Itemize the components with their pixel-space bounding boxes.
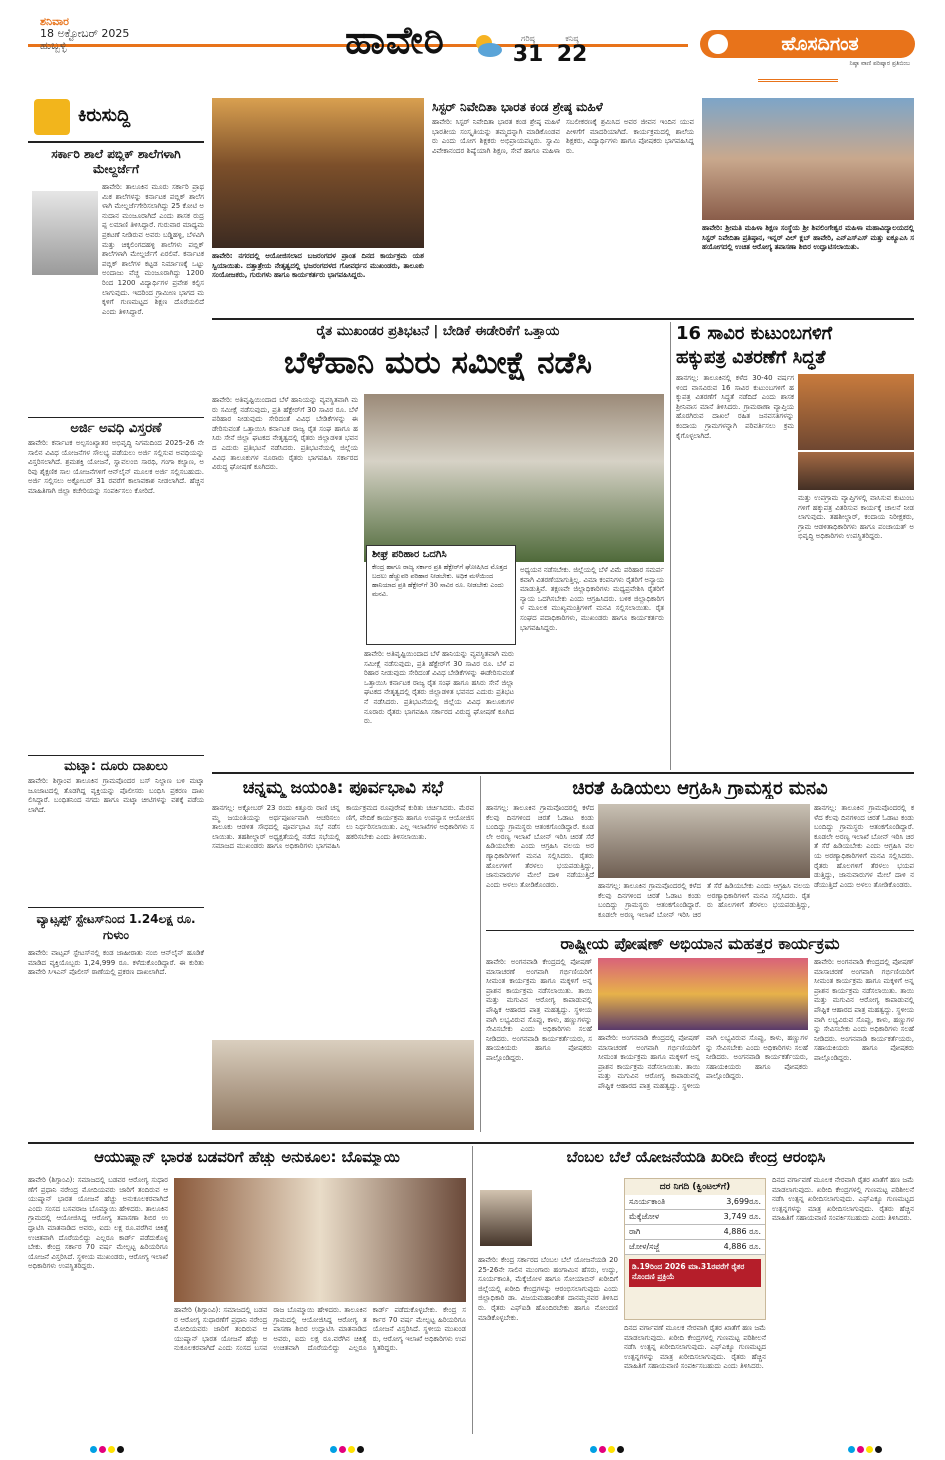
brief-divider-4 [28,907,204,908]
bembala-headline: ಬೆಂಬಲ ಬೆಲೆ ಯೋಜನೆಯಡಿ ಖರೀದಿ ಕೇಂದ್ರ ಆರಂಭಿಸಿ [566,1148,826,1166]
date-block [40,16,190,52]
photo-poshan [598,958,808,1030]
supplement-name: ಹೊಸದಿಗಂತ [781,33,859,55]
ayushman-vrule [472,1146,473,1434]
ayushman-body: ಹಾವೇರಿ (ಶಿಗ್ಗಾಂವಿ): ಸಮಾಜದಲ್ಲಿ ಬಡವರ ಆರೋಗ್ಯ ಸುಧಾರಣೆಗೆ ಪ್ರಧಾನಿ ನರೇಂದ್ರ ಮೋದಿಯವರು ಜಾರಿಗೆ ತಂದಿರುವ ಆಯುಷ್ಮಾನ್ ಭಾರತ ಯೋಜನೆ ಹೆಚ್ಚು ಅನುಕೂಲಕರವಾಗಿದೆ ಎಂದು ಸಂಸದ ಬಸವರಾಜ ಬೊಮ್ಮಾಯಿ ಹೇಳಿದರು. ತಾಲೂಕಿನ ಗ್ರಾಮದಲ್ಲಿ ಆಯೋಜಿಸಿದ್ದ ಆರೋಗ್ಯ ತಪಾಸಣಾ ಶಿಬಿರ ಉದ್ಘಾಟಿಸಿ ಮಾತನಾಡಿದ ಅವರು, ಐದು ಲಕ್ಷ ರೂ.ವರೆಗಿನ ಚಿಕಿತ್ಸೆ ಉಚಿತವಾಗಿ ದೊರೆಯಲಿದ್ದು ಎಲ್ಲರೂ ಕಾರ್ಡ್ ಪಡೆದುಕೊಳ್ಳಬೇಕು. ಕೇಂದ್ರ ಸರ್ಕಾರ 70 ವರ್ಷ ಮೇಲ್ಪಟ್ಟ ಹಿರಿಯರಿಗೂ ಯೋಜನೆ ವಿಸ್ತರಿಸಿದೆ. ಸ್ಥಳೀಯ ಮುಖಂಡರು, ಆರೋಗ್ಯ ಇಲಾಖೆ ಅಧಿಕಾರಿಗಳು ಉಪಸ್ಥಿತರಿದ್ದರು. [28,1176,168,1271]
photo-farmers-protest [364,394,664,562]
price-box [624,1178,766,1320]
photo-kutumba-2 [798,452,914,490]
row-divider-2 [212,772,914,774]
edition-title: ಹಾವೇರಿ [345,18,445,62]
farmers-photo-box [366,545,516,645]
farmers-col2: ಹಾವೇರಿ: ಅತಿವೃಷ್ಟಿಯಿಂದಾದ ಬೆಳೆ ಹಾನಿಯನ್ನು ವ್ಯವಸ್ಥಿತವಾಗಿ ಮರು ಸಮೀಕ್ಷೆ ನಡೆಸುವುದು, ಪ್ರತಿ ಹೆಕ್ಟೇರ್‌ಗೆ 30 ಸಾವಿರ ರೂ. ಬೆಳೆ ಪರಿಹಾರ ನೀಡುವುದು ಸೇರಿದಂತೆ ವಿವಿಧ ಬೇಡಿಕೆಗಳನ್ನು ಈಡೇರಿಸುವಂತೆ ಒತ್ತಾಯಿಸಿ ಕರ್ನಾಟಕ ರಾಜ್ಯ ರೈತ ಸಂಘ ಹಾಗೂ ಹಸಿರು ಸೇನೆ ಜಿಲ್ಲಾ ಘಟಕದ ನೇತೃತ್ವದಲ್ಲಿ ರೈತರು ಜಿಲ್ಲಾಡಳಿತ ಭವನದ ಎದುರು ಪ್ರತಿಭಟನೆ ನಡೆಸಿದರು. ಪ್ರತಿಭಟನೆಯಲ್ಲಿ ಜಿಲ್ಲೆಯ ವಿವಿಧ ತಾಲೂಕುಗಳ ನೂರಾರು ರೈತರು ಭಾಗವಹಿಸಿ ಸರ್ಕಾರದ ವಿರುದ್ಧ ಘೋಷಣೆ ಕೂಗಿದರು. [364,650,514,726]
temp-max-label: ಗರಿಷ್ಠ [521,34,535,43]
temp-max-value: 31 [512,42,544,67]
brief-divider [28,141,204,143]
sister-headline: ಸಿಸ್ಟರ್ ನಿವೇದಿತಾ ಭಾರತ ಕಂಡ ಶ್ರೇಷ್ಠ ಮಹಿಳೆ [432,100,603,114]
chirate-body-3: ಹಾನಗಲ್ಲ: ತಾಲೂಕಿನ ಗ್ರಾಮವೊಂದರಲ್ಲಿ ಕಳೆದ ಕೆಲವು ದಿನಗಳಿಂದ ಚಿರತೆ ಓಡಾಟ ಕಂಡು ಬಂದಿದ್ದು ಗ್ರಾಮಸ್ಥರು ಆತಂಕಗೊಂಡಿದ್ದಾರೆ. ಕೂಡಲೇ ಅರಣ್ಯ ಇಲಾಖೆ ಬೋನ್ ಇರಿಸಿ ಚಿರತೆ ಸೆರೆ ಹಿಡಿಯಬೇಕು ಎಂದು ಆಗ್ರಹಿಸಿ ವಲಯ ಅರಣ್ಯಾಧಿಕಾರಿಗಳಿಗೆ ಮನವಿ ಸಲ್ಲಿಸಿದರು. ರೈತರು ಹೊಲಗಳಿಗೆ ತೆರಳಲು ಭಯಪಡುತ್ತಿದ್ದು, ಜಾನುವಾರುಗಳ ಮೇಲೆ ದಾಳಿ ನಡೆಯುತ್ತಿದೆ ಎಂದು ಅಳಲು ತೋಡಿಕೊಂಡರು. [814,804,914,889]
brief-body-2: ಹಾವೇರಿ: ಕರ್ನಾಟಕ ಅಲ್ಪಸಂಖ್ಯಾತರ ಅಭಿವೃದ್ಧಿ ನಿಗಮದಿಂದ 2025-26 ನೇ ಸಾಲಿನ ವಿವಿಧ ಯೋಜನೆಗಳ ಸೌಲಭ್ಯ ಪಡೆಯಲು ಅರ್ಜಿ ಸಲ್ಲಿಸುವ ಅವಧಿಯನ್ನು ವಿಸ್ತರಿಸಲಾಗಿದೆ. ಶ್ರಮಶಕ್ತಿ ಯೋಜನೆ, ಸ್ವಾವಲಂಬಿ ಸಾರಥಿ, ಗಂಗಾ ಕಲ್ಯಾಣ, ಅರಿವು ಶೈಕ್ಷಣಿಕ ಸಾಲ ಯೋಜನೆಗಳಿಗೆ ಆನ್‌ಲೈನ್ ಮೂಲಕ ಅರ್ಜಿ ಸಲ್ಲಿಸಬಹುದು. ಅರ್ಜಿ ಸಲ್ಲಿಸಲು ಅಕ್ಟೋಬರ್ 31 ರವರೆಗೆ ಕಾಲಾವಕಾಶ ನೀಡಲಾಗಿದೆ. ಹೆಚ್ಚಿನ ಮಾಹಿತಿಗಾಗಿ ಜಿಲ್ಲಾ ಕಚೇರಿಯನ್ನು ಸಂಪರ್ಕಿಸಲು ಕೋರಿದೆ. [28,439,204,495]
brief-headline-2: ಅರ್ಜಿ ಅವಧಿ ವಿಸ್ತರಣೆ [70,421,162,436]
brief-headline-1: ಸರ್ಕಾರಿ ಶಾಲೆ ಪಬ್ಲಿಕ್ ಶಾಲೆಗಳಾಗಿ ಮೇಲ್ದರ್ಜೆಗೆ [51,147,181,176]
chennamma-vrule [480,776,481,1132]
supplement-ornament [758,68,838,82]
farmers-col1: ಹಾವೇರಿ: ಅತಿವೃಷ್ಟಿಯಿಂದಾದ ಬೆಳೆ ಹಾನಿಯನ್ನು ವ್ಯವಸ್ಥಿತವಾಗಿ ಮರು ಸಮೀಕ್ಷೆ ನಡೆಸುವುದು, ಪ್ರತಿ ಹೆಕ್ಟೇರ್‌ಗೆ 30 ಸಾವಿರ ರೂ. ಬೆಳೆ ಪರಿಹಾರ ನೀಡುವುದು ಸೇರಿದಂತೆ ವಿವಿಧ ಬೇಡಿಕೆಗಳನ್ನು ಈಡೇರಿಸುವಂತೆ ಒತ್ತಾಯಿಸಿ ಕರ್ನಾಟಕ ರಾಜ್ಯ ರೈತ ಸಂಘ ಹಾಗೂ ಹಸಿರು ಸೇನೆ ಜಿಲ್ಲಾ ಘಟಕದ ನೇತೃತ್ವದಲ್ಲಿ ರೈತರು ಜಿಲ್ಲಾಡಳಿತ ಭವನದ ಎದುರು ಪ್ರತಿಭಟನೆ ನಡೆಸಿದರು. ಪ್ರತಿಭಟನೆಯಲ್ಲಿ ಜಿಲ್ಲೆಯ ವಿವಿಧ ತಾಲೂಕುಗಳ ನೂರಾರು ರೈತರು ಭಾಗವಹಿಸಿ ಸರ್ಕಾರದ ವಿರುದ್ಧ ಘೋಷಣೆ ಕೂಗಿದರು. [212,396,358,472]
color-dots-mid [330,1438,366,1457]
crop-name: ರಾಗಿ [629,1227,641,1236]
photo-bommai [174,1178,466,1302]
temp-max [508,34,548,66]
brief-headline-4: ವ್ಯಾಟ್ಸಪ್ಪ್ ಸ್ಟೇಟಸ್‌ನಿಂದ 1.24ಲಕ್ಷ ರೂ. ಗುಳುಂ [36,912,196,942]
bembala-body-mid: ದಿನದ ವರ್ಗಾವಣೆ ಮೂಲಕ ನೇರವಾಗಿ ರೈತರ ಖಾತೆಗೆ ಹಣ ಜಮೆ ಮಾಡಲಾಗುವುದು. ಖರೀದಿ ಕೇಂದ್ರಗಳಲ್ಲಿ ಗುಣಮಟ್ಟ ಪರಿಶೀಲನೆ ನಡೆಸಿ ಉತ್ಪನ್ನ ಖರೀದಿಸಲಾಗುವುದು. ಎಫ್‌ಎಕ್ಯೂ ಗುಣಮಟ್ಟದ ಉತ್ಪನ್ನಗಳನ್ನು ಮಾತ್ರ ಖರೀದಿಸಲಾಗುವುದು. ರೈತರು ಹೆಚ್ಚಿನ ಮಾಹಿತಿಗೆ ಸಹಾಯವಾಣಿ ಸಂಪರ್ಕಿಸಬಹುದು ಎಂದು ತಿಳಿಸಿದರು. [624,1324,766,1371]
price-row [625,1225,765,1240]
bajarangdal-caption: ಹಾವೇರಿ: ನಗರದಲ್ಲಿ ಆಯೋಜಿಸಲಾದ ಬಜರಂಗದಳ ಪ್ರಾಂತ ದಿನದ ಕಾರ್ಯಕ್ರಮ ಯಶಸ್ವಿಯಾಯಿತು. ದತ್ತಾತ್ರೇಯ ನೇತೃತ್ವದಲ್ಲಿ ಭಜರಂಗದಳದ ಗೋವರ್ಧನ ಮುಖಂಡರು, ತಾಲೂಕು ಸಂಯೋಜಕರು, ಗುರುಗಳು ಹಾಗೂ ಕಾರ್ಯಕರ್ತರು ಭಾಗವಹಿಸಿದ್ದರು. [212,252,424,280]
brief-headline-3: ಮಟ್ಕಾ: ದೂರು ದಾಖಲು [64,759,168,774]
poshan-body-3: ಹಾವೇರಿ: ಅಂಗನವಾಡಿ ಕೇಂದ್ರದಲ್ಲಿ ಪೋಷಣ್ ಮಾಸಾಚರಣೆ ಅಂಗವಾಗಿ ಗರ್ಭಿಣಿಯರಿಗೆ ಸೀಮಂತ ಕಾರ್ಯಕ್ರಮ ಹಾಗೂ ಮಕ್ಕಳಿಗೆ ಅನ್ನಪ್ರಾಶನ ಕಾರ್ಯಕ್ರಮ ನಡೆಸಲಾಯಿತು. ತಾಯಿ ಮತ್ತು ಮಗುವಿನ ಆರೋಗ್ಯ ಕಾಪಾಡುವಲ್ಲಿ ಪೌಷ್ಟಿಕ ಆಹಾರದ ಪಾತ್ರ ಮಹತ್ವದ್ದು. ಸ್ಥಳೀಯವಾಗಿ ಲಭ್ಯವಿರುವ ಸೊಪ್ಪು, ಕಾಳು, ಹಣ್ಣುಗಳನ್ನು ಸೇವಿಸಬೇಕು ಎಂದು ಅಧಿಕಾರಿಗಳು ಸಲಹೆ ನೀಡಿದರು. ಅಂಗನವಾಡಿ ಕಾರ್ಯಕರ್ತೆಯರು, ಸಹಾಯಕಿಯರು ಹಾಗೂ ಪೋಷಕರು ಪಾಲ್ಗೊಂಡಿದ್ದರು. [814,958,914,1062]
supplement-tag: ನಿಷ್ಠಾ ವಾಣಿ ಪರಿಷ್ಕಾರ ಪ್ರತಿಬಿಂಬ [849,60,910,67]
crop-price: 3,749 ರೂ. [723,1212,761,1221]
price-row [625,1240,765,1255]
photo-chirate [598,804,810,878]
kutumba-body-2: ಮತ್ತು ಉಪಗ್ರಾಮ ವ್ಯಾಪ್ತಿಗಳಲ್ಲಿ ವಾಸಿಸುವ ಕುಟುಂಬಗಳಿಗೆ ಹಕ್ಕುಪತ್ರ ವಿತರಿಸುವ ಕಾರ್ಯಕ್ಕೆ ಚಾಲನೆ ನೀಡಲಾಗುವುದು. ತಹಶೀಲ್ದಾರ್, ಕಂದಾಯ ನಿರೀಕ್ಷಕರು, ಗ್ರಾಮ ಆಡಳಿತಾಧಿಕಾರಿಗಳು ಹಾಗೂ ಪಂಚಾಯತ್ ಅಭಿವೃದ್ಧಿ ಅಧಿಕಾರಿಗಳು ಉಪಸ್ಥಿತರಿದ್ದರು. [798,494,914,541]
farmers-col3: ಅಧ್ಯಯನ ನಡೆಸಬೇಕು. ಜಿಲ್ಲೆಯಲ್ಲಿ ಬೆಳೆ ವಿಮೆ ಪರಿಹಾರ ಸಮರ್ಪಕವಾಗಿ ವಿತರಣೆಯಾಗುತ್ತಿಲ್ಲ. ವಿಮಾ ಕಂಪನಿಗಳು ರೈತರಿಗೆ ಅನ್ಯಾಯ ಮಾಡುತ್ತಿವೆ. ತಕ್ಷಣವೇ ಜಿಲ್ಲಾಧಿಕಾರಿಗಳು ಮಧ್ಯಪ್ರವೇಶಿಸಿ ರೈತರಿಗೆ ನ್ಯಾಯ ಒದಗಿಸಬೇಕು ಎಂದು ಆಗ್ರಹಿಸಿದರು. ಬಳಿಕ ಜಿಲ್ಲಾಧಿಕಾರಿಗಳ ಮೂಲಕ ಮುಖ್ಯಮಂತ್ರಿಗಳಿಗೆ ಮನವಿ ಸಲ್ಲಿಸಲಾಯಿತು. ರೈತ ಸಂಘದ ಪದಾಧಿಕಾರಿಗಳು, ಮುಖಂಡರು ಹಾಗೂ ಕಾರ್ಯಕರ್ತರು ಭಾಗವಹಿಸಿದ್ದರು. [520,566,664,632]
brief-hand-icon [34,99,70,135]
price-row [625,1210,765,1225]
crop-price: 3,699ರೂ. [726,1197,761,1206]
photo-dc [480,1190,532,1246]
crop-price: 4,886 ರೂ. [723,1227,761,1236]
poshan-divider [486,930,914,931]
supplement-logo [700,30,915,84]
ayushman-body-2: ಹಾವೇರಿ (ಶಿಗ್ಗಾಂವಿ): ಸಮಾಜದಲ್ಲಿ ಬಡವರ ಆರೋಗ್ಯ ಸುಧಾರಣೆಗೆ ಪ್ರಧಾನಿ ನರೇಂದ್ರ ಮೋದಿಯವರು ಜಾರಿಗೆ ತಂದಿರುವ ಆಯುಷ್ಮಾನ್ ಭಾರತ ಯೋಜನೆ ಹೆಚ್ಚು ಅನುಕೂಲಕರವಾಗಿದೆ ಎಂದು ಸಂಸದ ಬಸವರಾಜ ಬೊಮ್ಮಾಯಿ ಹೇಳಿದರು. ತಾಲೂಕಿನ ಗ್ರಾಮದಲ್ಲಿ ಆಯೋಜಿಸಿದ್ದ ಆರೋಗ್ಯ ತಪಾಸಣಾ ಶಿಬಿರ ಉದ್ಘಾಟಿಸಿ ಮಾತನಾಡಿದ ಅವರು, ಐದು ಲಕ್ಷ ರೂ.ವರೆಗಿನ ಚಿಕಿತ್ಸೆ ಉಚಿತವಾಗಿ ದೊರೆಯಲಿದ್ದು ಎಲ್ಲರೂ ಕಾರ್ಡ್ ಪಡೆದುಕೊಳ್ಳಬೇಕು. ಕೇಂದ್ರ ಸರ್ಕಾರ 70 ವರ್ಷ ಮೇಲ್ಪಟ್ಟ ಹಿರಿಯರಿಗೂ ಯೋಜನೆ ವಿಸ್ತರಿಸಿದೆ. ಸ್ಥಳೀಯ ಮುಖಂಡರು, ಆರೋಗ್ಯ ಇಲಾಖೆ ಅಧಿಕಾರಿಗಳು ಉಪಸ್ಥಿತರಿದ್ದರು. [174,1306,466,1353]
farmers-photo-box-body: ಕೇಂದ್ರ ಹಾಗೂ ರಾಜ್ಯ ಸರ್ಕಾರ ಪ್ರತಿ ಹೆಕ್ಟೇರ್‌ಗೆ ಘೋಷಿಸಿದ ಮೊತ್ತದ ಬದಲು ಹೆಚ್ಚುವರಿ ಪರಿಹಾರ ನೀಡಬೇಕು. ಅಧಿಕ ಮಳೆಯಿಂದ ಹಾನಿಯಾದ ಪ್ರತಿ ಹೆಕ್ಟೇರ್‌ಗೆ 30 ಸಾವಿರ ರೂ. ನೀಡಬೇಕು ಎಂದು ಮನವಿ. [372,563,508,598]
chirate-body: ಹಾನಗಲ್ಲ: ತಾಲೂಕಿನ ಗ್ರಾಮವೊಂದರಲ್ಲಿ ಕಳೆದ ಕೆಲವು ದಿನಗಳಿಂದ ಚಿರತೆ ಓಡಾಟ ಕಂಡು ಬಂದಿದ್ದು ಗ್ರಾಮಸ್ಥರು ಆತಂಕಗೊಂಡಿದ್ದಾರೆ. ಕೂಡಲೇ ಅರಣ್ಯ ಇಲಾಖೆ ಬೋನ್ ಇರಿಸಿ ಚಿರತೆ ಸೆರೆ ಹಿಡಿಯಬೇಕು ಎಂದು ಆಗ್ರಹಿಸಿ ವಲಯ ಅರಣ್ಯಾಧಿಕಾರಿಗಳಿಗೆ ಮನವಿ ಸಲ್ಲಿಸಿದರು. ರೈತರು ಹೊಲಗಳಿಗೆ ತೆರಳಲು ಭಯಪಡುತ್ತಿದ್ದು, ಜಾನುವಾರುಗಳ ಮೇಲೆ ದಾಳಿ ನಡೆಯುತ್ತಿದೆ ಎಂದು ಅಳಲು ತೋಡಿಕೊಂಡರು. [486,804,594,889]
bembala-body: ಹಾವೇರಿ: ಕೇಂದ್ರ ಸರ್ಕಾರದ ಬೆಂಬಲ ಬೆಲೆ ಯೋಜನೆಯಡಿ 2025-26ನೇ ಸಾಲಿನ ಮುಂಗಾರು ಹಂಗಾಮಿನ ಹೆಸರು, ಉದ್ದು, ಸೂರ್ಯಕಾಂತಿ, ಮೆಕ್ಕೆಜೋಳ ಹಾಗೂ ಸೋಯಾಬಿನ್ ಖರೀದಿಗೆ ಜಿಲ್ಲೆಯಲ್ಲಿ ಖರೀದಿ ಕೇಂದ್ರಗಳನ್ನು ಆರಂಭಿಸಲಾಗುವುದು ಎಂದು ಜಿಲ್ಲಾಧಿಕಾರಿ ಡಾ. ವಿಜಯಮಹಾಂತೇಶ ದಾನಮ್ಮನವರ ತಿಳಿಸಿದರು. ರೈತರು ಎಫ್‌ಐಡಿ ಹೊಂದಿರಬೇಕು ಹಾಗೂ ನೋಂದಣಿ ಮಾಡಿಕೊಳ್ಳಬೇಕು. [478,1256,618,1322]
brief-header [28,95,204,139]
brief-body-4: ಹಾವೇರಿ: ವಾಟ್ಸಪ್ ಸ್ಟೇಟಸ್‌ನಲ್ಲಿ ಕಂಡ ಜಾಹೀರಾತು ನಂಬಿ ಆನ್‌ಲೈನ್ ಹೂಡಿಕೆ ಮಾಡಿದ ವ್ಯಕ್ತಿಯೊಬ್ಬರು 1,24,999 ರೂ. ಕಳೆದುಕೊಂಡಿದ್ದಾರೆ. ಈ ಕುರಿತು ಹಾವೇರಿ ಸಿಇಎನ್ ಪೊಲೀಸ್ ಠಾಣೆಯಲ್ಲಿ ಪ್ರಕರಣ ದಾಖಲಾಗಿದೆ. [28,949,204,977]
brief-divider-3 [28,755,204,756]
city-label: ಹುಬ್ಬಳ್ಳಿ [40,39,67,52]
masthead [0,0,945,92]
brief-body-3: ಹಾವೇರಿ: ಶಿಗ್ಗಾಂವ ತಾಲೂಕಿನ ಗ್ರಾಮವೊಂದರ ಬಸ್ ನಿಲ್ದಾಣ ಬಳಿ ಮಟ್ಕಾ ಜೂಜಾಟದಲ್ಲಿ ತೊಡಗಿದ್ದ ವ್ಯಕ್ತಿಯನ್ನು ಪೊಲೀಸರು ಬಂಧಿಸಿ ಪ್ರಕರಣ ದಾಖಲಿಸಿದ್ದಾರೆ. ಬಂಧಿತನಿಂದ ನಗದು ಹಾಗೂ ಮಟ್ಕಾ ಚೀಟಿಗಳನ್ನು ವಶಕ್ಕೆ ಪಡೆಯಲಾಗಿದೆ. [28,777,204,814]
sister-body: ಹಾವೇರಿ: ಸಿಸ್ಟರ್ ನಿವೇದಿತಾ ಭಾರತ ಕಂಡ ಶ್ರೇಷ್ಠ ಮಹಿಳೆ ಭಾರತೀಯ ಸಂಸ್ಕೃತಿಯನ್ನು ತಮ್ಮದನ್ನಾಗಿ ಮಾಡಿಕೊಂಡವರು ಎಂದು ಯೋಗ ಶಿಕ್ಷಕರು ಅಭಿಪ್ರಾಯಪಟ್ಟರು. ಸ್ವಾಮಿ ವಿವೇಕಾನಂದರ ಶಿಷ್ಯೆಯಾಗಿ ಶಿಕ್ಷಣ, ಸೇವೆ ಹಾಗೂ ಮಹಿಳಾ ಸಬಲೀಕರಣಕ್ಕೆ ಶ್ರಮಿಸಿದ ಅವರ ಜೀವನ ಇಂದಿನ ಯುವ ಪೀಳಿಗೆಗೆ ಮಾದರಿಯಾಗಿದೆ. ಕಾರ್ಯಕ್ರಮದಲ್ಲಿ ಶಾಲೆಯ ಶಿಕ್ಷಕರು, ವಿದ್ಯಾರ್ಥಿಗಳು ಹಾಗೂ ಪೋಷಕರು ಭಾಗವಹಿಸಿದ್ದರು. [432,118,694,155]
poshan-body: ಹಾವೇರಿ: ಅಂಗನವಾಡಿ ಕೇಂದ್ರದಲ್ಲಿ ಪೋಷಣ್ ಮಾಸಾಚರಣೆ ಅಂಗವಾಗಿ ಗರ್ಭಿಣಿಯರಿಗೆ ಸೀಮಂತ ಕಾರ್ಯಕ್ರಮ ಹಾಗೂ ಮಕ್ಕಳಿಗೆ ಅನ್ನಪ್ರಾಶನ ಕಾರ್ಯಕ್ರಮ ನಡೆಸಲಾಯಿತು. ತಾಯಿ ಮತ್ತು ಮಗುವಿನ ಆರೋಗ್ಯ ಕಾಪಾಡುವಲ್ಲಿ ಪೌಷ್ಟಿಕ ಆಹಾರದ ಪಾತ್ರ ಮಹತ್ವದ್ದು. ಸ್ಥಳೀಯವಾಗಿ ಲಭ್ಯವಿರುವ ಸೊಪ್ಪು, ಕಾಳು, ಹಣ್ಣುಗಳನ್ನು ಸೇವಿಸಬೇಕು ಎಂದು ಅಧಿಕಾರಿಗಳು ಸಲಹೆ ನೀಡಿದರು. ಅಂಗನವಾಡಿ ಕಾರ್ಯಕರ್ತೆಯರು, ಸಹಾಯಕಿಯರು ಹಾಗೂ ಪೋಷಕರು ಪಾಲ್ಗೊಂಡಿದ್ದರು. [486,958,592,1062]
farmers-kicker: ರೈತ ಮುಖಂಡರ ಪ್ರತಿಭಟನೆ | ಬೇಡಿಕೆ ಈಡೇರಿಕೆಗೆ ಒತ್ತಾಯ [316,324,560,339]
color-dots-left [90,1438,126,1457]
crop-name: ಜೋಳ/ಸಜ್ಜೆ [629,1242,660,1251]
brief-section-label: ಕಿರುಸುದ್ದಿ [78,105,131,126]
price-row [625,1195,765,1210]
row-divider-3 [28,1142,914,1144]
day-label: ಶನಿವಾರ [40,15,69,28]
crop-name: ಸೂರ್ಯಕಾಂತಿ [629,1197,666,1206]
temp-min-label: ಕನಿಷ್ಠ [565,34,579,43]
ayushman-headline: ಆಯುಷ್ಮಾನ್ ಭಾರತ ಬಡವರಿಗೆ ಹೆಚ್ಚು ಅನುಕೂಲ: ಬೊಮ್ಮಾಯಿ [94,1148,400,1166]
health-camp-caption: ಹಾವೇರಿ: ಶ್ರೀಮತಿ ಮಹಿಳಾ ಶಿಕ್ಷಣ ಸಂಸ್ಥೆಯ ಶ್ರೀ ಶಿವಲಿಂಗೇಶ್ವರ ಮಹಿಳಾ ಮಹಾವಿದ್ಯಾಲಯದಲ್ಲಿ ಸಿಸ್ಟರ್ ನಿವೇದಿತಾ ಪ್ರತಿಷ್ಠಾನ, ಇನ್ನರ್ ವಿಲ್ ಕ್ಲಬ್ ಹಾವೇರಿ, ಎನ್‌ಎಸ್‌ಎಸ್ ಮತ್ತು ಐಕ್ಯೂಎಸಿ ಸಹಯೋಗದಲ್ಲಿ ಉಚಿತ ಆರೋಗ್ಯ ತಪಾಸಣಾ ಶಿಬಿರ ಉದ್ಘಾಟಿಸಲಾಯಿತು. [702,224,914,252]
weather-icon [470,32,504,58]
brief-column [28,95,204,1135]
price-box-title: ದರ ನಿಗದಿ (ಕ್ವಿಂಟಲ್‌ಗೆ) [659,1182,731,1192]
row-divider-1 [212,318,914,320]
color-dots-mid2 [590,1438,626,1457]
bembala-body-2: ದಿನದ ವರ್ಗಾವಣೆ ಮೂಲಕ ನೇರವಾಗಿ ರೈತರ ಖಾತೆಗೆ ಹಣ ಜಮೆ ಮಾಡಲಾಗುವುದು. ಖರೀದಿ ಕೇಂದ್ರಗಳಲ್ಲಿ ಗುಣಮಟ್ಟ ಪರಿಶೀಲನೆ ನಡೆಸಿ ಉತ್ಪನ್ನ ಖರೀದಿಸಲಾಗುವುದು. ಎಫ್‌ಎಕ್ಯೂ ಗುಣಮಟ್ಟದ ಉತ್ಪನ್ನಗಳನ್ನು ಮಾತ್ರ ಖರೀದಿಸಲಾಗುವುದು. ರೈತರು ಹೆಚ್ಚಿನ ಮಾಹಿತಿಗೆ ಸಹಾಯವಾಣಿ ಸಂಪರ್ಕಿಸಬಹುದು ಎಂದು ತಿಳಿಸಿದರು. [772,1176,914,1223]
chirate-headline: ಚಿರತೆ ಹಿಡಿಯಲು ಆಗ್ರಹಿಸಿ ಗ್ರಾಮಸ್ಥರ ಮನವಿ [572,778,828,799]
photo-bajarangdal [212,98,424,248]
chennamma-body: ಹಾನಗಲ್ಲ: ಅಕ್ಟೋಬರ್ 23 ರಂದು ಕಿತ್ತೂರು ರಾಣಿ ಚನ್ನಮ್ಮ ಜಯಂತಿಯನ್ನು ಅರ್ಥಪೂರ್ಣವಾಗಿ ಆಚರಿಸಲು ತಾಲೂಕು ಆಡಳಿತ ಸೌಧದಲ್ಲಿ ಪೂರ್ವಭಾವಿ ಸಭೆ ನಡೆಸಲಾಯಿತು. ತಹಶೀಲ್ದಾರ್ ಅಧ್ಯಕ್ಷತೆಯಲ್ಲಿ ನಡೆದ ಸಭೆಯಲ್ಲಿ ಸಮಾಜದ ಮುಖಂಡರು ಹಾಗೂ ಅಧಿಕಾರಿಗಳು ಭಾಗವಹಿಸಿ ಕಾರ್ಯಕ್ರಮದ ರೂಪುರೇಷೆ ಕುರಿತು ಚರ್ಚಿಸಿದರು. ಮೆರವಣಿಗೆ, ವೇದಿಕೆ ಕಾರ್ಯಕ್ರಮ ಹಾಗೂ ಉಪನ್ಯಾಸ ಆಯೋಜಿಸಲು ನಿರ್ಧರಿಸಲಾಯಿತು. ಎಲ್ಲ ಇಲಾಖೆಗಳ ಅಧಿಕಾರಿಗಳು ಸಹಕರಿಸಬೇಕು ಎಂದು ತಿಳಿಸಲಾಯಿತು. [212,804,474,851]
color-dots-right [848,1438,884,1457]
crop-name: ಮೆಕ್ಕೆಜೋಳ [629,1212,660,1221]
kutumba-vrule [670,322,671,770]
chirate-body-2: ಹಾನಗಲ್ಲ: ತಾಲೂಕಿನ ಗ್ರಾಮವೊಂದರಲ್ಲಿ ಕಳೆದ ಕೆಲವು ದಿನಗಳಿಂದ ಚಿರತೆ ಓಡಾಟ ಕಂಡು ಬಂದಿದ್ದು ಗ್ರಾಮಸ್ಥರು ಆತಂಕಗೊಂಡಿದ್ದಾರೆ. ಕೂಡಲೇ ಅರಣ್ಯ ಇಲಾಖೆ ಬೋನ್ ಇರಿಸಿ ಚಿರತೆ ಸೆರೆ ಹಿಡಿಯಬೇಕು ಎಂದು ಆಗ್ರಹಿಸಿ ವಲಯ ಅರಣ್ಯಾಧಿಕಾರಿಗಳಿಗೆ ಮನವಿ ಸಲ್ಲಿಸಿದರು. ರೈತರು ಹೊಲಗಳಿಗೆ ತೆರಳಲು ಭಯಪಡುತ್ತಿದ್ದು, [598,882,810,919]
temp-min-value: 22 [556,42,588,67]
photo-kutumba-1 [798,374,914,450]
temp-min [552,34,592,66]
poshan-headline: ರಾಷ್ಟ್ರೀಯ ಪೋಷಣ್ ಅಭಿಯಾನ ಮಹತ್ತರ ಕಾರ್ಯಕ್ರಮ [560,934,840,953]
photo-chennamma-meeting [212,1040,474,1130]
brief-divider-2 [28,417,204,418]
kutumba-headline-1: 16 ಸಾವಿರ ಕುಟುಂಬಗಳಿಗೆ [676,323,833,344]
price-box-footer: ಡಿ.19ರಿಂದ 2026 ಮಾ.31ರವರೆಗೆ ರೈತರ ನೊಂದಣಿ ಪ್ರಕ್ರಿಯೆ [629,1259,761,1287]
farmers-photo-box-title: ಶೀಘ್ರ ಪರಿಹಾರ ಒದಗಿಸಿ [372,549,447,560]
farmers-headline: ಬೆಳೆಹಾನಿ ಮರು ಸಮೀಕ್ಷೆ ನಡೆಸಿ [284,345,592,381]
kutumba-body: ಹಾನಗಲ್ಲ: ತಾಲೂಕಿನಲ್ಲಿ ಕಳೆದ 30-40 ವರ್ಷಗಳಿಂದ ವಾಸವಿರುವ 16 ಸಾವಿರ ಕುಟುಂಬಗಳಿಗೆ ಹಕ್ಕುಪತ್ರ ವಿತರಣೆಗೆ ಸಿದ್ಧತೆ ನಡೆದಿದೆ ಎಂದು ಶಾಸಕ ಶ್ರೀನಿವಾಸ ಮಾನೆ ತಿಳಿಸಿದರು. ಗ್ರಾಮಠಾಣಾ ವ್ಯಾಪ್ತಿಯ ಹೊರಗಿರುವ ದಾಖಲೆ ರಹಿತ ಜನವಸತಿಗಳನ್ನು ಕಂದಾಯ ಗ್ರಾಮಗಳನ್ನಾಗಿ ಪರಿವರ್ತಿಸಲು ಕ್ರಮ ಕೈಗೊಳ್ಳಲಾಗಿದೆ. [676,374,794,440]
lamp-icon [708,34,728,54]
kutumba-headline-2: ಹಕ್ಕುಪತ್ರ ವಿತರಣೆಗೆ ಸಿದ್ಧತೆ [676,347,826,368]
crop-price: 4,886 ರೂ. [723,1242,761,1251]
photo-health-camp [702,98,914,220]
chennamma-headline: ಚನ್ನಮ್ಮ ಜಯಂತಿ: ಪೂರ್ವಭಾವಿ ಸಭೆ [242,778,444,798]
date-label: 18 ಅಕ್ಟೋಬರ್ 2025 [40,27,130,40]
poshan-body-2: ಹಾವೇರಿ: ಅಂಗನವಾಡಿ ಕೇಂದ್ರದಲ್ಲಿ ಪೋಷಣ್ ಮಾಸಾಚರಣೆ ಅಂಗವಾಗಿ ಗರ್ಭಿಣಿಯರಿಗೆ ಸೀಮಂತ ಕಾರ್ಯಕ್ರಮ ಹಾಗೂ ಮಕ್ಕಳಿಗೆ ಅನ್ನಪ್ರಾಶನ ಕಾರ್ಯಕ್ರಮ ನಡೆಸಲಾಯಿತು. ತಾಯಿ ಮತ್ತು ಮಗುವಿನ ಆರೋಗ್ಯ ಕಾಪಾಡುವಲ್ಲಿ ಪೌಷ್ಟಿಕ ಆಹಾರದ ಪಾತ್ರ ಮಹತ್ವದ್ದು. ಸ್ಥಳೀಯವಾಗಿ ಲಭ್ಯವಿರುವ ಸೊಪ್ಪು, ಕಾಳು, ಹಣ್ಣುಗಳನ್ನು ಸೇವಿಸಬೇಕು ಎಂದು ಅಧಿಕಾರಿಗಳು ಸಲಹೆ ನೀಡಿದರು. ಅಂಗನವಾಡಿ ಕಾರ್ಯಕರ್ತೆಯರು, ಸಹಾಯಕಿಯರು ಹಾಗೂ ಪೋಷಕರು ಪಾಲ್ಗೊಂಡಿದ್ದರು. [598,1034,808,1090]
brief-body-1: ಹಾವೇರಿ: ತಾಲೂಕಿನ ಮೂರು ಸರ್ಕಾರಿ ಪ್ರಾಥಮಿಕ ಶಾಲೆಗಳನ್ನು ಕರ್ನಾಟಕ ಪಬ್ಲಿಕ್ ಶಾಲೆಗಳಾಗಿ ಮೇಲ್ದರ್ಜೆಗೇರಿಸಲಾಗಿದ್ದು 25 ಕೋಟಿ ಅನುದಾನ ಮಂಜೂರಾಗಿದೆ ಎಂದು ಶಾಸಕ ರುದ್ರಪ್ಪ ಲಮಾಣಿ ತಿಳಿಸಿದ್ದಾರೆ. ಗುರುವಾರ ಮಾಧ್ಯಮ ಪ್ರಕಟಣೆ ನೀಡಿರುವ ಅವರು ಬಡ್ಡಿಹಳ್ಳಿ, ಬೆಳವಿಗಿ ಮತ್ತು ಚಿಕ್ಕಲಿಂಗದಹಳ್ಳಿ ಶಾಲೆಗಳು ಪಬ್ಲಿಕ್ ಶಾಲೆಗಳಾಗಿ ಮೇಲ್ದರ್ಜೆಗೆ ಏರಲಿವೆ. ಕರ್ನಾಟಕ ಪಬ್ಲಿಕ್ ಶಾಲೆಗಳ ಕಟ್ಟಡ ನಿರ್ಮಾಣಕ್ಕೆ ಒಟ್ಟು ಅಂದಾಜು ವೆಚ್ಚ ಮಂಜೂರಾಗಿದ್ದು 1200 ರಿಂದ 1200 ವಿದ್ಯಾರ್ಥಿಗಳ ಪ್ರವೇಶ ಕಲ್ಪಿಸಲಾಗುವುದು. ಇದರಿಂದ ಗ್ರಾಮೀಣ ಭಾಗದ ಮಕ್ಕಳಿಗೆ ಗುಣಮಟ್ಟದ ಶಿಕ್ಷಣ ದೊರೆಯಲಿದೆ ಎಂದು ತಿಳಿಸಿದ್ದಾರೆ. [102,183,204,316]
